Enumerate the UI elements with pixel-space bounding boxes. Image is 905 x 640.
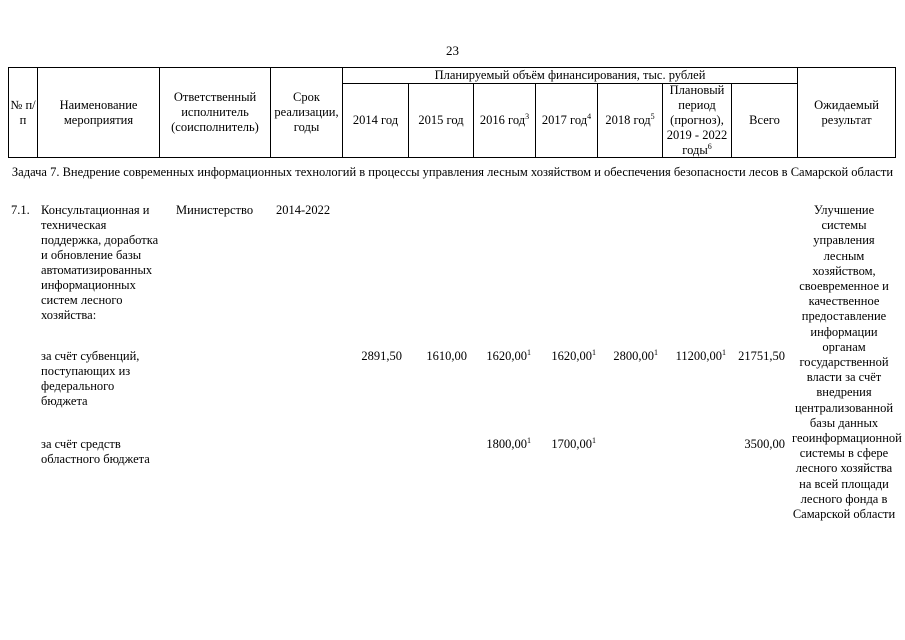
header-name: Наименование мероприятия	[59, 97, 138, 127]
header-year-2015: 2015 год	[418, 113, 464, 127]
federal-2015: 1610,00	[426, 349, 467, 363]
federal-2014: 2891,50	[361, 349, 402, 363]
row-period: 2014-2022	[276, 203, 331, 217]
header-year-2018: 2018 год$^5$	[605, 111, 655, 127]
header-year-2016: 2016 год$^3$	[479, 111, 530, 127]
header-plan-period: Плановый период (прогноз), 2019 - 2022 годы$^6$	[666, 83, 728, 157]
header-period: Срок реализации, годы	[274, 90, 339, 134]
header-total: Всего	[749, 113, 780, 127]
federal-2018: 2800,00$^1$	[613, 347, 658, 363]
header-year-2014: 2014 год	[352, 113, 399, 127]
task-title: Задача 7. Внедрение современных информационных технологий в процессы управления лесным хозяйством и обеспечения безопасности лесов в Самарской области	[11, 165, 894, 179]
header-executor: Ответственный исполнитель (соисполнитель)	[171, 90, 259, 134]
row-number: 7.1.	[11, 203, 30, 217]
header-year-2017: 2017 год$^4$	[541, 111, 592, 127]
table-header	[8, 67, 896, 158]
regional-label: за счёт средств областного бюджета	[41, 437, 150, 466]
regional-2016: 1800,00$^1$	[486, 435, 531, 451]
federal-2016: 1620,00$^1$	[486, 347, 531, 363]
header-funding: Планируемый объём финансирования, тыс. рублей	[434, 68, 706, 82]
page-number: 23	[446, 43, 459, 58]
regional-2017: 1700,00$^1$	[551, 435, 596, 451]
header-number: № п/п	[10, 97, 36, 127]
federal-total: 21751,50	[738, 349, 785, 363]
federal-plan: 11200,00$^1$	[675, 347, 726, 363]
federal-label: за счёт субвенций, поступающих из федерального бюджета	[41, 349, 140, 408]
regional-total: 3500,00	[744, 437, 785, 451]
federal-2017: 1620,00$^1$	[551, 347, 596, 363]
row-result: Улучшение системы управления лесным хозяйством, своевременное и качественное предоставление информации органам государственной власти за счёт внедрения централизованной базы данных геоинформационной системы в сфере лесного хозяйства на всей площади лесного фонда в Самарской области	[792, 203, 902, 522]
row-executor: Министерство	[176, 203, 254, 217]
row-name: Консультационная и техническая поддержка, доработка и обновление базы автоматизированных информационных систем лесного хозяйства:	[41, 203, 159, 322]
header-result: Ожидаемый результат	[814, 97, 879, 127]
